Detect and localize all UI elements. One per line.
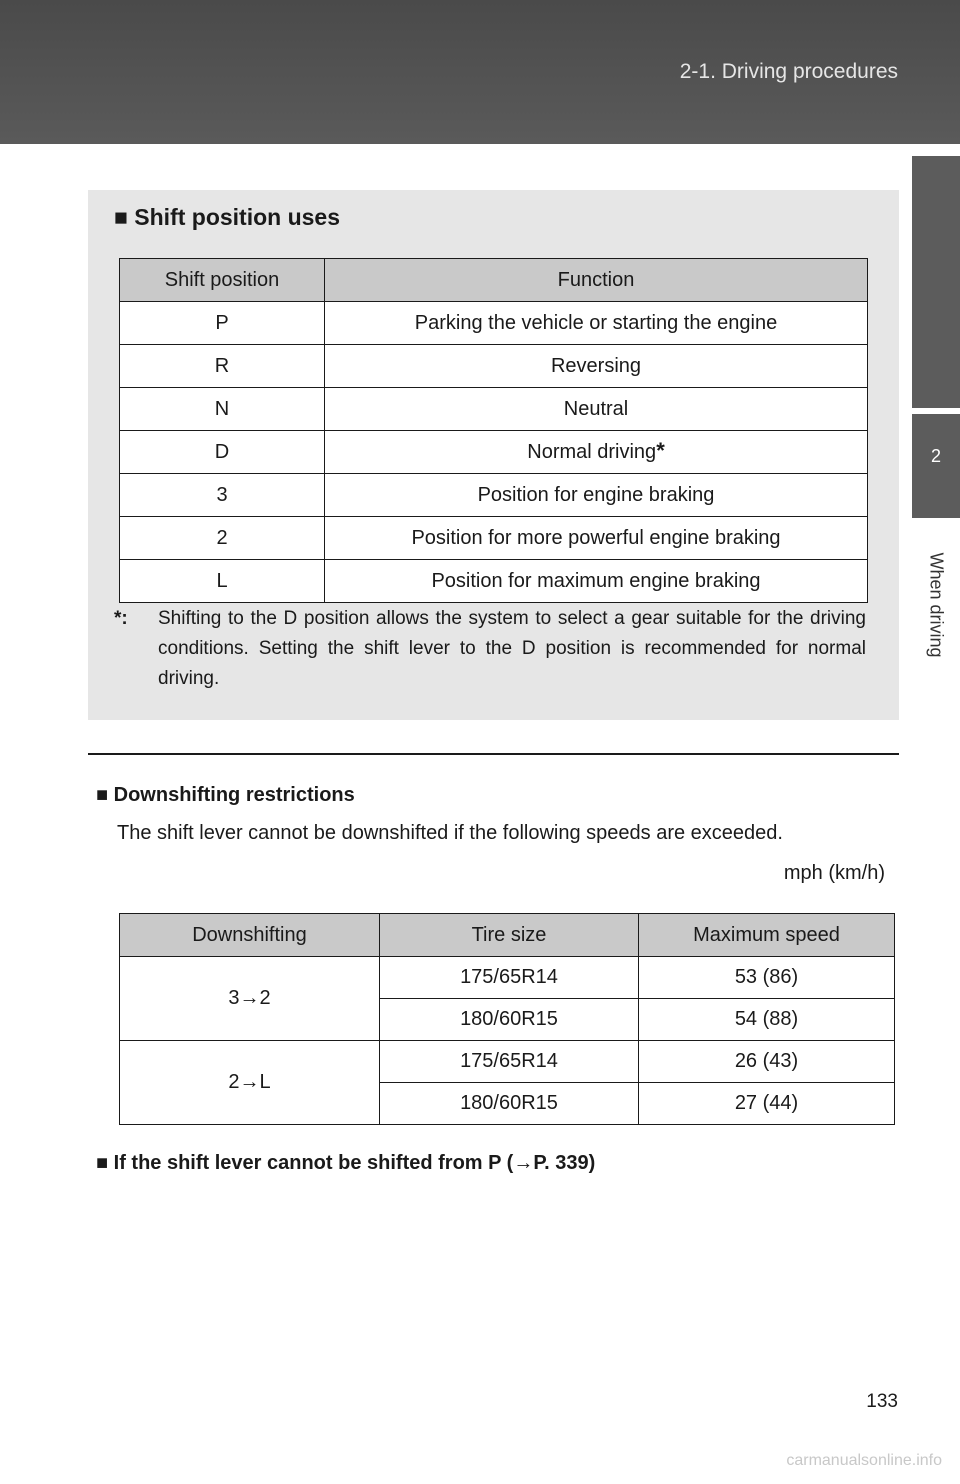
footnote-mark: *: [114, 608, 128, 629]
section-title: 2-1. Driving procedures [679, 60, 898, 83]
max-speed-cell: 27 (44) [639, 1083, 895, 1125]
shift-position-cell: 3 [120, 474, 325, 517]
table-header-row [120, 914, 895, 957]
shift-position-cell: 2 [120, 517, 325, 560]
shift-position-table [119, 258, 868, 603]
table-row [120, 560, 868, 603]
page-number: 133 [866, 1391, 898, 1412]
downshift-table [119, 913, 895, 1125]
function-cell [325, 517, 868, 560]
table-row [120, 957, 895, 999]
function-text: Position for maximum engine braking [431, 569, 761, 592]
tire-size-cell: 180/60R15 [380, 1083, 639, 1125]
column-header: Downshifting [120, 914, 380, 957]
tire-size-cell: 175/65R14 [380, 1041, 639, 1083]
chapter-number-tab: 2 [912, 414, 960, 518]
function-text: Neutral [563, 397, 629, 420]
column-header: Shift position [120, 259, 325, 302]
downshift-text: The shift lever cannot be downshifted if the following speeds are exceeded. [117, 822, 783, 844]
function-text: Reversing [550, 354, 642, 377]
page-header [0, 0, 960, 144]
chapter-label-tab [912, 524, 960, 686]
max-speed-cell: 53 (86) [639, 957, 895, 999]
footnote-star: * [656, 437, 665, 463]
function-cell [325, 302, 868, 345]
max-speed-cell: 54 (88) [639, 999, 895, 1041]
downshift-heading: ■ Downshifting restrictions [96, 784, 355, 806]
function-cell [325, 474, 868, 517]
shift-lever-heading: ■ If the shift lever cannot be shifted from P (→P. 339) [96, 1152, 596, 1174]
function-cell [325, 388, 868, 431]
table-row [120, 345, 868, 388]
column-header: Function [325, 259, 868, 302]
shift-position-cell: R [120, 345, 325, 388]
tire-size-cell: 180/60R15 [380, 999, 639, 1041]
side-tab-block [912, 156, 960, 408]
function-cell [325, 345, 868, 388]
table-row [120, 431, 868, 474]
table-row [120, 474, 868, 517]
downshift-cell: 3→2 [120, 957, 380, 1041]
footnote [114, 604, 866, 694]
function-text: Position for more powerful engine braking [411, 526, 781, 549]
function-text: Parking the vehicle or starting the engine [414, 311, 778, 334]
function-cell [325, 431, 868, 474]
function-text: Position for engine braking [477, 483, 715, 506]
shift-position-cell: D [120, 431, 325, 474]
footnote-text: Shifting to the D position allows the system to select a gear suitable for the driving conditions. Setting the shift lever to the D position is recommended for normal driving. [158, 608, 866, 689]
table-row [120, 517, 868, 560]
downshift-cell: 2→L [120, 1041, 380, 1125]
tire-size-cell: 175/65R14 [380, 957, 639, 999]
table-row [120, 302, 868, 345]
function-text: Normal driving [527, 440, 657, 463]
shift-position-cell: L [120, 560, 325, 603]
watermark: carmanualsonline.info [786, 1452, 942, 1469]
function-cell [325, 560, 868, 603]
column-header: Maximum speed [639, 914, 895, 957]
column-header: Tire size [380, 914, 639, 957]
max-speed-cell: 26 (43) [639, 1041, 895, 1083]
section-divider [88, 753, 899, 755]
shift-position-cell: N [120, 388, 325, 431]
shift-position-cell: P [120, 302, 325, 345]
unit-label: mph (km/h) [783, 862, 885, 884]
table-header-row [120, 259, 868, 302]
shift-position-heading: ■ Shift position uses [114, 204, 341, 230]
chapter-label: When driving [926, 552, 947, 658]
table-row [120, 388, 868, 431]
table-row [120, 1041, 895, 1083]
